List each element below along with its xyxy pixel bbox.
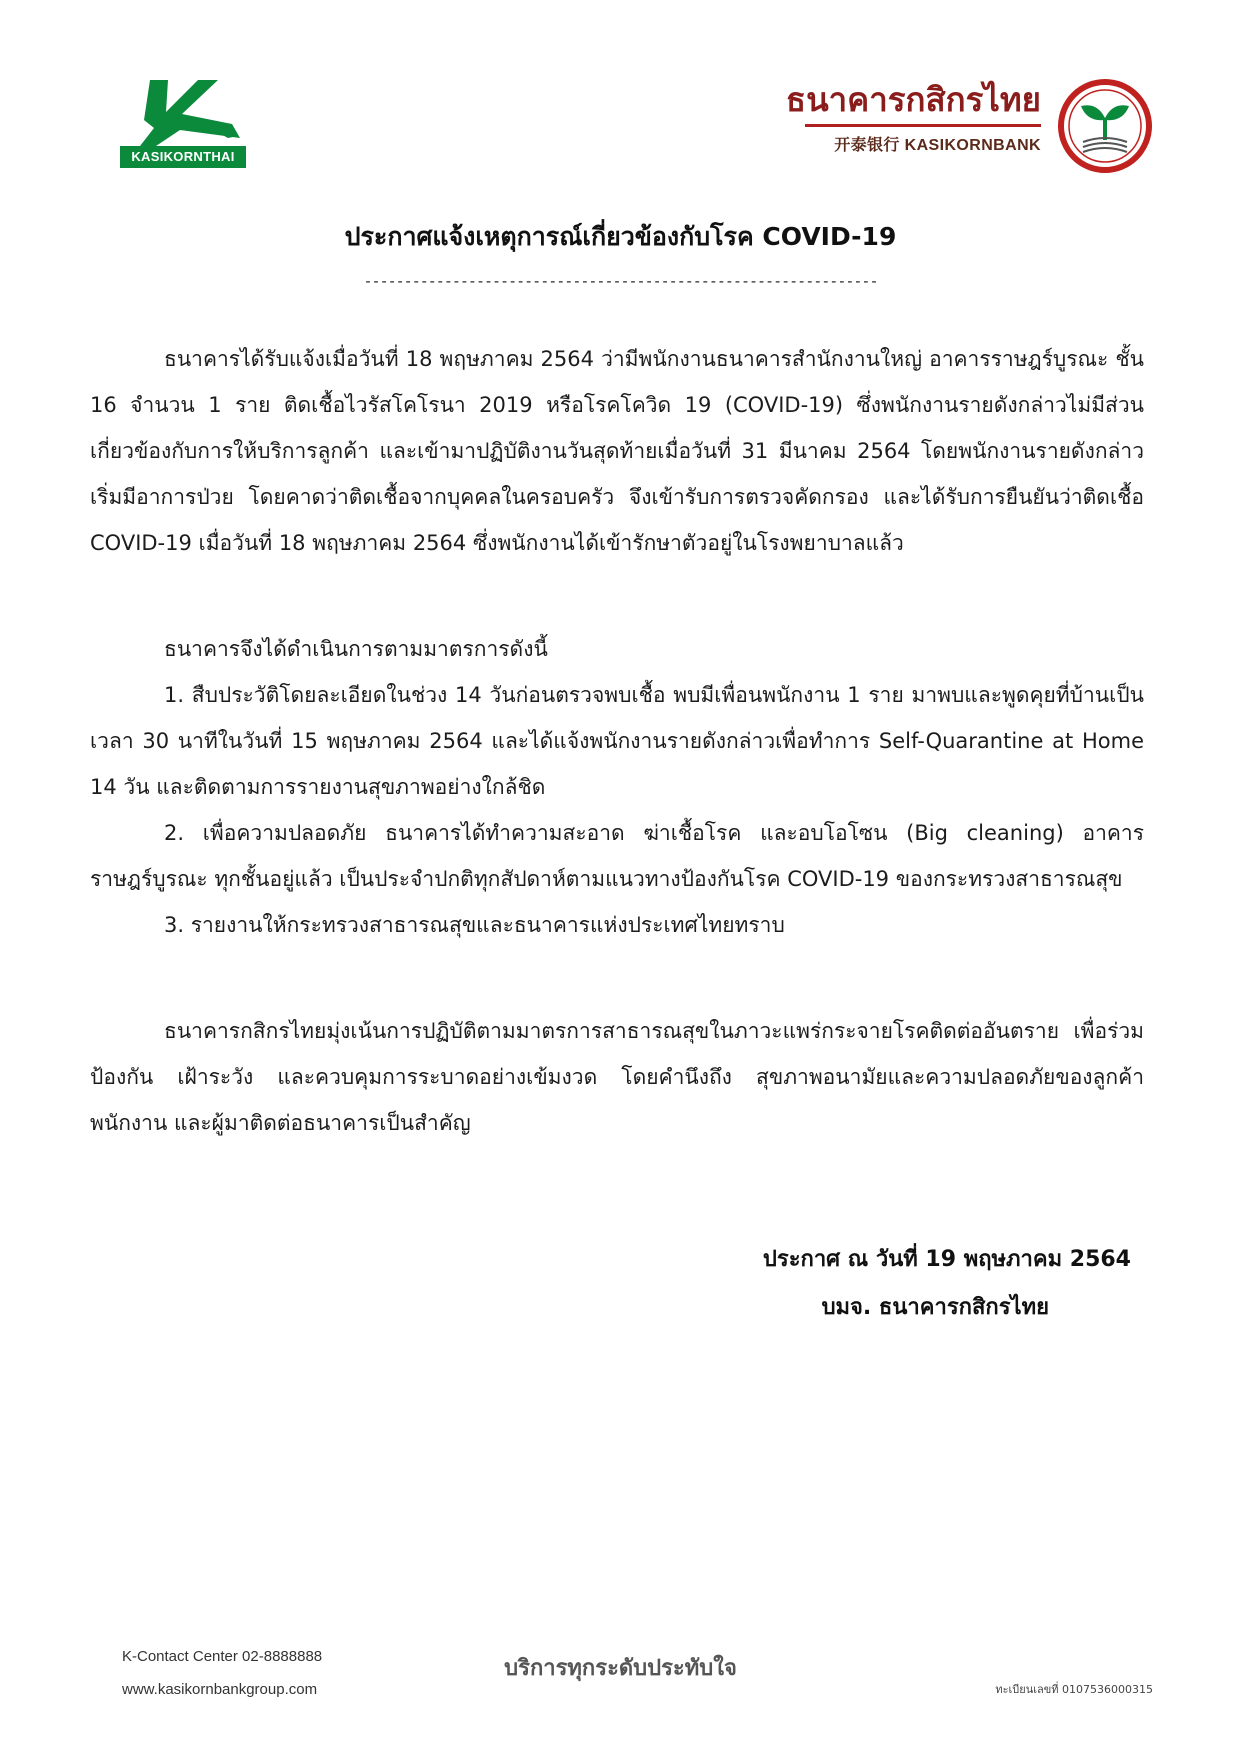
signature-block xyxy=(763,1236,1131,1332)
paragraph-text: ธนาคารได้รับแจ้งเมื่อวันที่ 18 พฤษภาคม 2564 ว่ามีพนักงานธนาคารสำนักงานใหญ่ อาคารราษฎร์บูรณะ ชั้น 16 จำนวน 1 ราย ติดเชื้อไวรัสโคโรนา 2019 หรือโรคโควิด 19 (COVID-19) ซึ่งพนักงานรายดังกล่าวไม่มีส่วนเกี่ยวข้องกับการให้บริการลูกค้า และเข้ามาปฏิบัติงานวันสุดท้ายเมื่อวันที่ 31 มีนาคม 2564 โดยพนักงานรายดังกล่าวเริ่มมีอาการป่วย โดยคาดว่าติดเชื้อจากบุคคลในครอบครัว จึงเข้ารับการตรวจคัดกรอง และได้รับการยืนยันว่าติดเชื้อ COVID-19 เมื่อวันที่ 18 พฤษภาคม 2564 ซึ่งพนักงานได้เข้ารักษาตัวอยู่ในโรงพยาบาลแล้ว xyxy=(90,347,1144,555)
announcement-date: ประกาศ ณ วันที่ 19 พฤษภาคม 2564 xyxy=(762,1247,1131,1272)
kbank-seal-icon xyxy=(1057,78,1153,174)
body-paragraph-1 xyxy=(90,336,1144,566)
k-logo-icon xyxy=(120,76,246,146)
measures-lead: ธนาคารจึงได้ดำเนินการตามมาตรการดังนี้ xyxy=(164,637,548,661)
measure-item-2: 2. เพื่อความปลอดภัย ธนาคารได้ทำความสะอาด ฆ่าเชื้อโรค และอบโอโซน (Big cleaning) อาคารราษฎร์บูรณะ ทุกชั้นอยู่แล้ว เป็นประจำปกติทุกสัปดาห์ตามแนวทางป้องกันโรค COVID-19 ของกระทรวงสาธารณสุข xyxy=(90,821,1144,891)
measure-item-3: 3. รายงานให้กระทรวงสาธารณสุขและธนาคารแห่งประเทศไทยทราบ xyxy=(164,913,785,937)
contact-center-text: K-Contact Center 02-8888888 xyxy=(122,1648,323,1665)
paragraph-text: ธนาคารกสิกรไทยมุ่งเน้นการปฏิบัติตามมาตรการสาธารณสุขในภาวะแพร่กระจายโรคติดต่ออันตราย เพื่อร่วมป้องกัน เฝ้าระวัง และควบคุมการระบาดอย่างเข้มงวด โดยคำนึงถึง สุขภาพอนามัยและความปลอดภัยของลูกค้า พนักงาน และผู้มาติดต่อธนาคารเป็นสำคัญ xyxy=(90,1019,1144,1135)
announcement-title: ประกาศแจ้งเหตุการณ์เกี่ยวข้องกับโรค COVID-19 xyxy=(344,222,897,251)
body-paragraph-2 xyxy=(90,1008,1144,1146)
bank-name-english: 开泰银行 KASIKORNBANK xyxy=(834,137,1041,154)
kasikornbank-logo xyxy=(785,74,1153,174)
footer-slogan: บริการทุกระดับประทับใจ xyxy=(504,1656,737,1681)
title-divider: ---------------------------------------------------------------- xyxy=(363,272,878,290)
bank-name-thai: ธนาคารกสิกรไทย xyxy=(785,80,1041,119)
logo-left-label: KASIKORNTHAI xyxy=(120,146,246,168)
kasikornthai-logo xyxy=(120,76,246,168)
issuing-organization: บมจ. ธนาคารกสิกรไทย xyxy=(821,1295,1049,1320)
registration-number: ทะเบียนเลขที่ 0107536000315 xyxy=(995,1683,1153,1696)
website-link[interactable]: www.kasikornbankgroup.com xyxy=(122,1681,318,1698)
measures-section xyxy=(90,626,1144,948)
bank-name-rule xyxy=(805,124,1041,127)
measure-item-1: 1. สืบประวัติโดยละเอียดในช่วง 14 วันก่อนตรวจพบเชื้อ พบมีเพื่อนพนักงาน 1 ราย มาพบและพูดคุยที่บ้านเป็นเวลา 30 นาทีในวันที่ 15 พฤษภาคม 2564 และได้แจ้งพนักงานรายดังกล่าวเพื่อทำการ Self-Quarantine at Home 14 วัน และติดตามการรายงานสุขภาพอย่างใกล้ชิด xyxy=(90,683,1144,799)
